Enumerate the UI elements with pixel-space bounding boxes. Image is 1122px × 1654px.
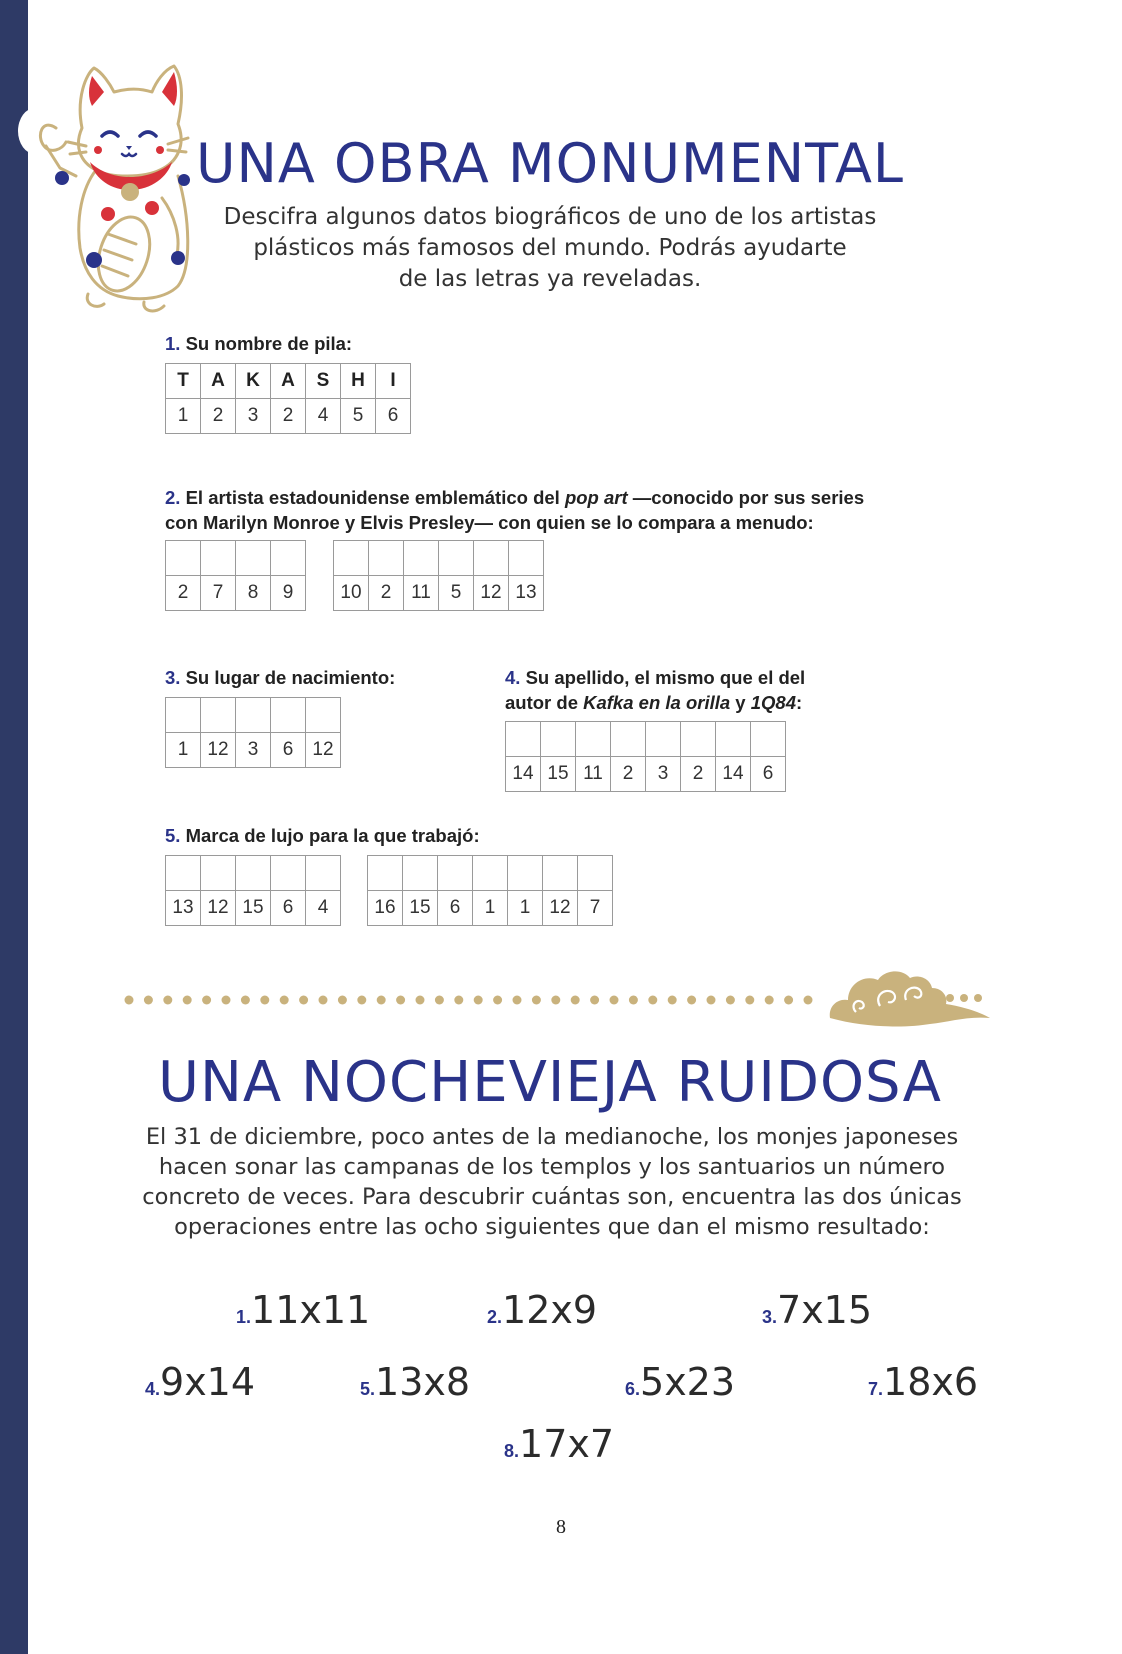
grid-cell[interactable]: S [306,364,341,399]
grid-cell[interactable] [271,698,306,733]
grid-number: 6 [271,733,306,768]
question-5-label: 5. Marca de lujo para la que trabajó: [165,825,480,846]
grid-number: 14 [716,757,751,792]
grid-cell[interactable] [201,541,236,576]
grid-number: 9 [271,576,306,611]
grid-number: 2 [681,757,716,792]
grid-number: 5 [439,576,474,611]
cipher-grid-1 [165,363,411,434]
grid-number: 1 [166,733,201,768]
grid-number: 6 [438,891,473,926]
grid-cell[interactable] [576,722,611,757]
grid-cell[interactable] [403,856,438,891]
grid-cell[interactable] [509,541,544,576]
operation-7: 7.18x6 [868,1360,979,1404]
grid-cell[interactable] [368,856,403,891]
grid-cell[interactable] [439,541,474,576]
grid-cell[interactable] [271,541,306,576]
operation-3: 3.7x15 [762,1288,873,1332]
grid-cell[interactable] [611,722,646,757]
section1-title: UNA OBRA MONUMENTAL [196,132,904,195]
grid-number: 13 [166,891,201,926]
question-1-label: 1. Su nombre de pila: [165,333,353,354]
grid-number: 12 [543,891,578,926]
page-number: 8 [556,1516,566,1538]
cipher-grid-5a [165,855,341,926]
operation-4: 4.9x14 [145,1360,256,1404]
grid-cell[interactable] [506,722,541,757]
grid-number: 12 [306,733,341,768]
grid-cell[interactable] [236,856,271,891]
question-3-label: 3. Su lugar de nacimiento: [165,667,396,688]
grid-number: 12 [201,733,236,768]
grid-number: 4 [306,891,341,926]
grid-cell[interactable] [306,856,341,891]
grid-cell[interactable]: A [201,364,236,399]
grid-cell[interactable] [508,856,543,891]
grid-cell[interactable] [166,698,201,733]
grid-cell[interactable] [166,541,201,576]
grid-cell[interactable] [369,541,404,576]
grid-number: 5 [341,399,376,434]
operation-1: 1.11x11 [236,1288,371,1332]
grid-cell[interactable]: H [341,364,376,399]
grid-number: 14 [506,757,541,792]
grid-number: 6 [271,891,306,926]
grid-cell[interactable] [271,856,306,891]
operation-2: 2.12x9 [487,1288,598,1332]
grid-number: 2 [166,576,201,611]
grid-cell[interactable] [473,856,508,891]
grid-number: 7 [201,576,236,611]
grid-number: 15 [541,757,576,792]
grid-number: 12 [474,576,509,611]
cipher-grid-2a [165,540,306,611]
grid-number: 4 [306,399,341,434]
grid-number: 15 [236,891,271,926]
grid-cell[interactable] [716,722,751,757]
grid-cell[interactable] [201,856,236,891]
grid-cell[interactable] [474,541,509,576]
grid-number: 10 [334,576,369,611]
grid-number: 6 [751,757,786,792]
question-4-label: 4. Su apellido, el mismo que el del autor de Kafka en la orilla y 1Q84: [505,667,806,713]
section2-title: UNA NOCHEVIEJA RUIDOSA [158,1050,942,1115]
operation-8: 8.17x7 [504,1422,615,1466]
cipher-grid-5b [367,855,613,926]
grid-number: 1 [508,891,543,926]
grid-cell[interactable] [334,541,369,576]
grid-cell[interactable] [646,722,681,757]
grid-cell[interactable] [751,722,786,757]
grid-cell[interactable]: K [236,364,271,399]
grid-number: 11 [576,757,611,792]
section1-intro: Descifra algunos datos biográficos de uno de los artistas plásticos más famosos del mundo. Podrás ayudarte de las letras ya reveladas. [223,204,877,292]
grid-cell[interactable] [543,856,578,891]
grid-letter-row [166,364,411,399]
grid-cell[interactable] [306,698,341,733]
grid-cell[interactable]: I [376,364,411,399]
cipher-grid-3 [165,697,341,768]
grid-cell[interactable] [236,698,271,733]
grid-number: 1 [166,399,201,434]
section2-intro: El 31 de diciembre, poco antes de la medianoche, los monjes japoneses hacen sonar las campanas de los templos y los santuarios un número concreto de veces. Para descubrir cuántas son, encuentra las dos únicas operaciones entre las ocho siguientes que dan el mismo resultado: [142,1124,962,1240]
grid-number: 2 [611,757,646,792]
grid-number: 2 [271,399,306,434]
grid-number: 15 [403,891,438,926]
grid-number: 6 [376,399,411,434]
grid-cell[interactable]: A [271,364,306,399]
page-spine-bar [0,0,28,1654]
grid-number: 13 [509,576,544,611]
grid-cell[interactable] [541,722,576,757]
grid-number: 3 [646,757,681,792]
grid-number-row [166,399,411,434]
operation-6: 6.5x23 [625,1360,736,1404]
grid-cell[interactable] [438,856,473,891]
grid-number: 12 [201,891,236,926]
cipher-grid-4 [505,721,786,792]
cipher-grid-2b [333,540,544,611]
grid-cell[interactable] [578,856,613,891]
grid-cell[interactable] [404,541,439,576]
grid-number: 3 [236,733,271,768]
operation-5: 5.13x8 [360,1360,471,1404]
grid-cell[interactable] [166,856,201,891]
grid-cell[interactable] [236,541,271,576]
grid-number: 16 [368,891,403,926]
grid-cell[interactable] [681,722,716,757]
grid-number: 7 [578,891,613,926]
grid-number: 8 [236,576,271,611]
grid-number: 2 [369,576,404,611]
grid-cell[interactable]: T [166,364,201,399]
grid-number: 11 [404,576,439,611]
dotted-divider [124,993,824,1007]
grid-number: 1 [473,891,508,926]
grid-cell[interactable] [201,698,236,733]
question-2-label: 2. El artista estadounidense emblemático del pop art —conocido por sus series con Marilyn Monroe y Elvis Presley— con quien se lo compara a menudo: [165,487,865,533]
grid-number: 2 [201,399,236,434]
cloud-ornament-icon [826,966,996,1030]
grid-number: 3 [236,399,271,434]
